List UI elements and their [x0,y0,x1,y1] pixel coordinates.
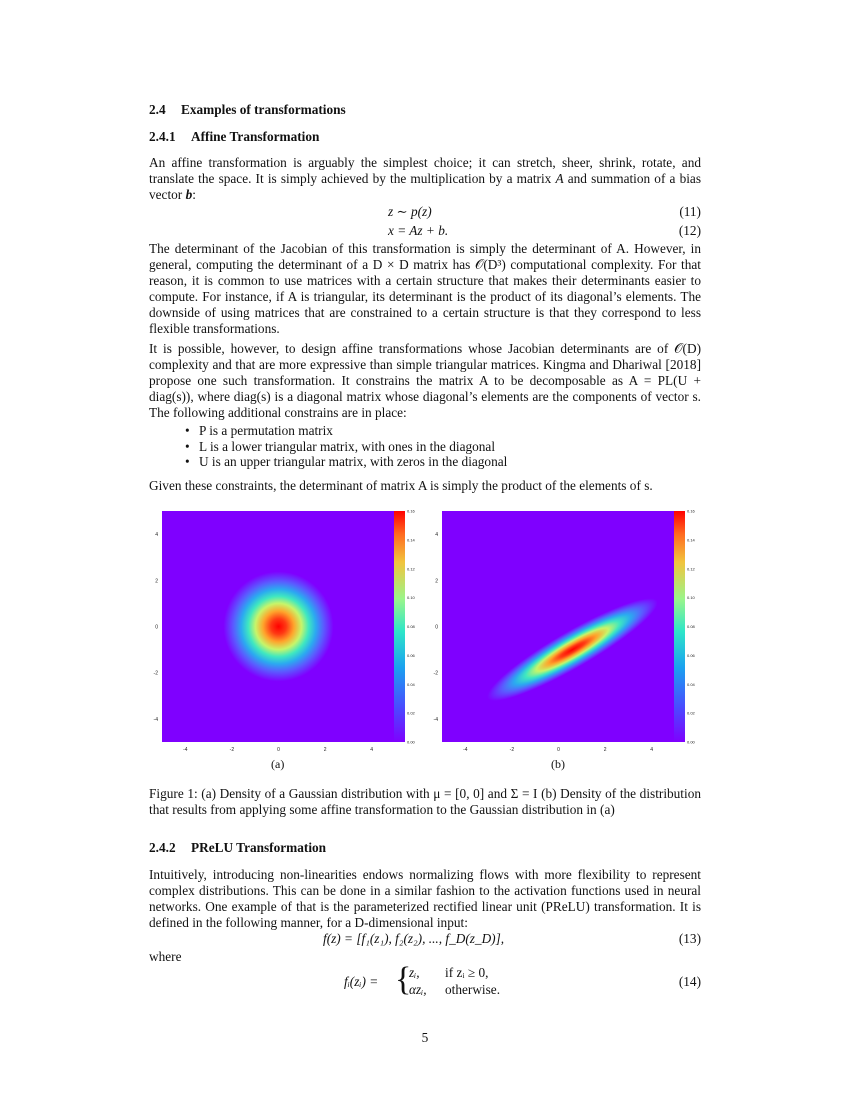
x-tick-label: -4 [463,747,468,753]
equation-lhs: fᵢ(zᵢ) = [344,974,379,989]
colorbar-tick-label: 0.08 [687,624,695,629]
y-tick-label: -2 [433,670,438,677]
equation-number: (11) [679,204,701,219]
case-1-value: zᵢ, [409,965,420,980]
affine-paragraph-4: Given these constraints, the determinant of matrix A is simply the product of the elements of s. [149,478,653,493]
x-tick-label: 4 [650,747,654,753]
list-item: • P is a permutation matrix [149,423,701,439]
y-tick-label: 4 [435,532,438,539]
section-heading-2-4 [149,102,346,118]
heatmap-a-density [224,572,334,682]
panel-a-label: (a) [271,757,285,771]
x-tick-label: 4 [370,747,374,753]
case-1-condition: if zᵢ ≥ 0, [445,965,489,980]
equation-14 [149,961,701,1001]
figure-caption: Figure 1: (a) Density of a Gaussian distribution with μ = [0, 0] and Σ = I (b) Density of the distribution that results from applying some affine transformation to the Gaussian distribution in (a) [149,786,701,818]
y-tick-label: -2 [153,670,158,677]
colorbar-tick-label: 0.12 [687,566,695,572]
where-text: where [149,949,182,964]
case-2-condition: otherwise. [445,982,501,997]
equation-11 [149,204,701,220]
section-number: 2.4 [149,102,166,117]
colorbar-tick-label: 0.04 [407,681,415,687]
colorbar-tick-label: 0.16 [687,508,695,514]
panel-b [434,509,696,754]
y-tick-label: 2 [155,578,158,585]
cases-brace: { [395,961,412,998]
colorbar-b [674,511,685,742]
equation-body: x = Az + b. [388,223,449,238]
equation-number: (12) [678,223,701,238]
colorbar-tick-label: 0.00 [687,739,695,745]
x-tick-label: 0 [277,747,280,753]
colorbar-tick-label: 0.16 [407,508,415,514]
section-number: 2.4.1 [149,129,176,144]
prelu-paragraph-1: Intuitively, introducing non-linearities endows normalizing flows with more flexibility to represent complex distributions. This can be done in a similar fashion to the activation functions used in neural networks. One example of that is the parameterized rectified linear unit (PReLU) transformation. It is defined in the following manner, for a D-dimensional input: [149,867,701,931]
colorbar-tick-label: 0.14 [407,537,415,543]
y-tick-label: 0 [155,624,158,631]
constraints-list [149,423,701,470]
list-item: • U is an upper triangular matrix, with zeros in the diagonal [149,454,701,470]
colorbar-a-ticks [407,509,416,745]
equation-13 [149,931,701,947]
equation-12 [149,223,701,239]
case-2-value: αzᵢ, [409,982,427,997]
list-item: • L is a lower triangular matrix, with ones in the diagonal [149,439,701,455]
y-tick-label: -4 [153,716,158,723]
equation-number: (13) [678,931,701,946]
colorbar-tick-label: 0.12 [407,566,415,572]
affine-paragraph-1: An affine transformation is arguably the simplest choice; it can stretch, sheer, shrink, rotate, and translate the space. It is simply achieved by the multiplication by a matrix A and summation of a bias vector b: [149,155,701,203]
colorbar-tick-label: 0.10 [687,595,695,601]
colorbar-tick-label: 0.10 [407,595,415,601]
page-number: 5 [421,1030,429,1045]
section-title: Affine Transformation [191,129,320,144]
y-tick-label: 0 [435,624,438,631]
x-tick-label: 0 [557,747,560,753]
x-tick-label: -4 [183,747,188,753]
x-tick-label: -2 [229,747,235,753]
colorbar-b-ticks [687,509,696,745]
section-heading-2-4-2 [149,840,326,856]
panel-b-label: (b) [551,757,565,771]
section-title: PReLU Transformation [191,840,327,855]
equation-body: f(z) = [f₁(z₁), f₂(z₂), ..., f_D(z_D)], [323,931,505,946]
affine-paragraph-2: The determinant of the Jacobian of this transformation is simply the determinant of A. However, in general, computing the determinant of a D × D matrix has 𝒪(D³) computational complexity. For that reason, it is common to use matrices with a certain structure that makes their determinants easier to compute. For instance, if A is triangular, its determinant is the product of its diagonal’s elements. The downside of using matrices that are constrained to a certain structure is that they correspond to less flexible transformations. [149,241,701,337]
figure-1-panels [140,505,710,755]
equation-number: (14) [678,974,701,989]
x-tick-label: -2 [509,747,515,753]
colorbar-tick-label: 0.02 [687,710,695,716]
equation-body: z ∼ p(z) [388,204,432,219]
colorbar-tick-label: 0.00 [407,739,415,745]
colorbar-tick-label: 0.06 [687,652,695,658]
colorbar-tick-label: 0.04 [687,681,695,687]
y-tick-label: 4 [155,532,158,539]
colorbar-tick-label: 0.08 [407,624,415,629]
colorbar-tick-label: 0.06 [407,652,415,658]
affine-paragraph-3: It is possible, however, to design affine transformations whose Jacobian determinants are of 𝒪(D) complexity and that are more expressive than simple triangular matrices. Kingma and Dhariwal [2018] propose one such transformation. It constrains the matrix A to be decomposable as A = PL(U + diag(s)), where diag(s) is a diagonal matrix whose diagonal’s elements are the components of vector s. The following additional constrains are in place: [149,341,702,421]
x-tick-label: 2 [323,747,327,753]
colorbar-a [394,511,405,742]
section-number: 2.4.2 [149,840,176,855]
heatmap-b-background [442,511,675,742]
colorbar-tick-label: 0.02 [407,710,415,716]
panel-a [154,509,416,754]
colorbar-tick-label: 0.14 [687,537,695,543]
y-tick-label: -4 [433,716,438,723]
section-heading-2-4-1 [149,129,319,145]
y-tick-label: 2 [435,578,438,585]
section-title: Examples of transformations [181,102,346,117]
x-tick-label: 2 [603,747,607,753]
